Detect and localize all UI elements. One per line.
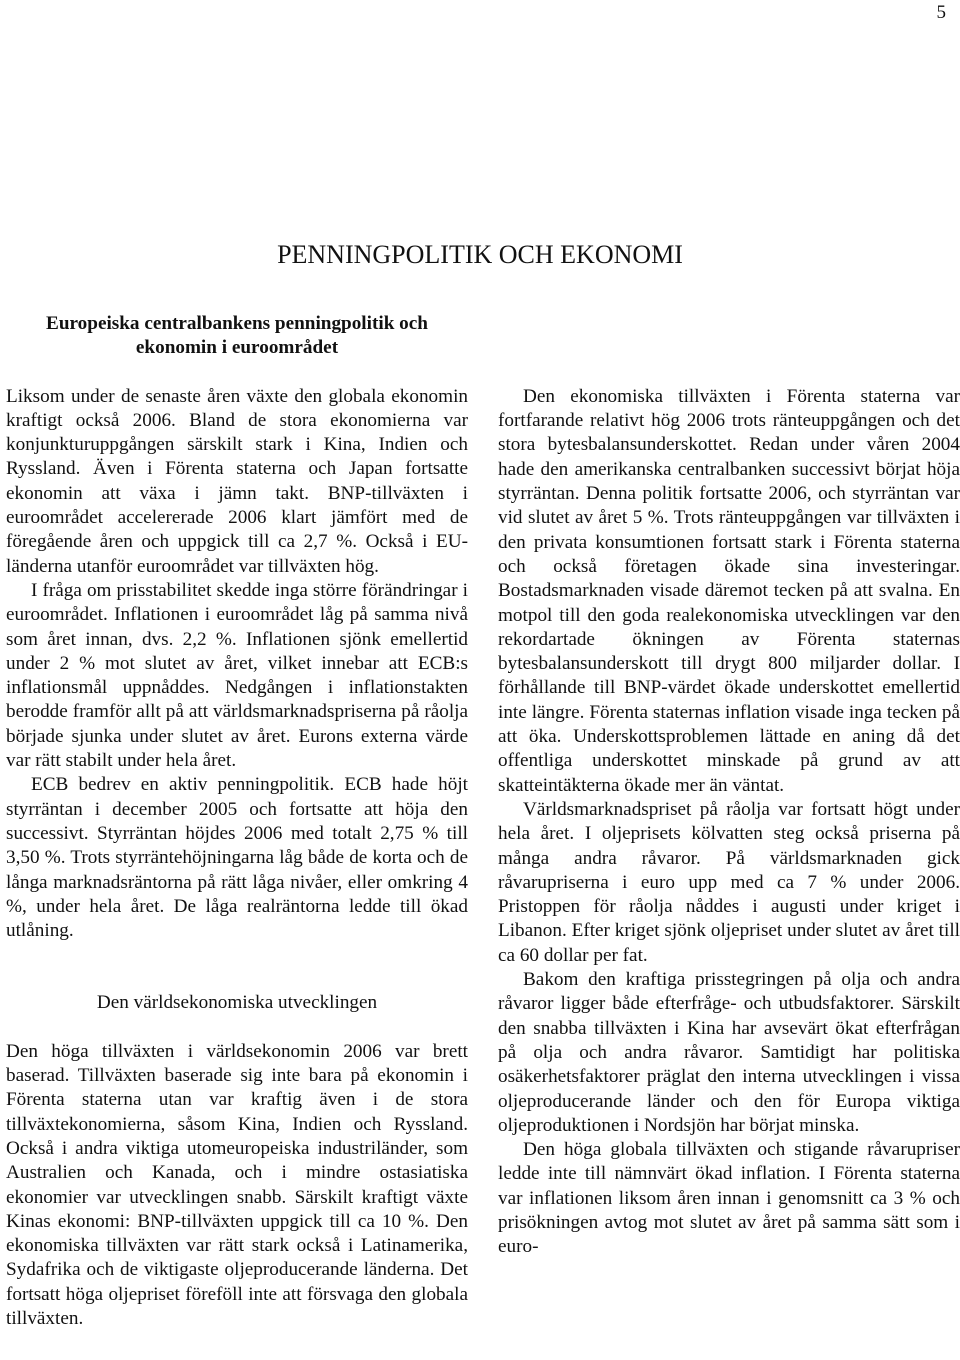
left-column <box>6 312 468 1331</box>
body-paragraph: Den höga globala tillväxten och stigande råvarupriser ledde inte till nämnvärt ökad inflation. I Förenta staterna var inflationen liksom åren innan i genomsnitt ca 3 % och prisökningen avtog mot slutet av året på samma sätt som i euro- <box>498 1139 960 1258</box>
right-column <box>498 312 960 1260</box>
body-paragraph: I fråga om prisstabilitet skedde inga större förändringar i euroområdet. Inflationen i euroområdet låg på samma nivå som året innan, dvs. 2,2 %. Inflationen sjönk emellertid under 2 % mot slutet av året, vilket innebar att ECB:s inflationsmål uppnåddes. Nedgången i inflationstakten berodde framför allt på att världsmarknadspriserna på råolja började sjunka under slutet av året. Eurons externa värde var rätt stabilt under hela året. <box>6 579 468 772</box>
section-heading-ecb: Europeiska centralbankens penningpolitik och ekonomin i euroområdet <box>46 313 428 359</box>
body-paragraph: Bakom den kraftiga prisstegringen på olja och andra råvaror ligger både efterfråge- och utbudsfaktorer. Särskilt den snabba tillväxten i Kina har avsevärt ökat efterfrågan på olja och andra råvaror. Samtidigt har politiska osäkerhetsfaktorer präglat den interna utvecklingen i vissa oljeproducerande länder och den för Europa viktiga oljeproduktionen i Nordsjön har börjat minska. <box>498 969 960 1136</box>
body-paragraph: Liksom under de senaste åren växte den globala ekonomin kraftigt också 2006. Bland de stora ekonomierna var konjunkturuppgången särskilt stark i Kina, Indien och Ryssland. Även i Förenta staterna och Japan fortsatte ekonomin att växa i jämn takt. BNP-tillväxten i euroområdet accelererade 2006 klart jämfört med de föregående åren och uppgick till ca 2,7 %. Också i EU-länderna utanför euroområdet var tillväxten hög. <box>6 385 468 577</box>
body-paragraph: Den höga tillväxten i världsekonomin 2006 var brett baserad. Tillväxten baserade sig inte bara på ekonomin i Förenta staterna utan var kraftig även i de stora tillväxtekonomierna, såsom Kina, Indien och Ryssland. Också i andra viktiga utomeuropeiska industriländer, som Australien och Kanada, och i mindre ostasiatiska ekonomier var utvecklingen snabb. Särskilt kraftigt växte Kinas ekonomi: BNP-tillväxten uppgick till ca 10 %. Den ekonomiska tillväxten var rätt stark också i Latinamerika, Sydafrika och de viktigaste oljeproducerande länderna. Det fortsatt höga oljepriset föreföll inte att försvaga den globala tillväxten. <box>6 1040 468 1329</box>
page-number: 5 <box>936 2 946 23</box>
body-paragraph: ECB bedrev en aktiv penningpolitik. ECB hade höjt styrräntan i december 2005 och fortsatte att höja den successivt. Styrräntan höjdes 2006 med totalt 2,75 % till 3,50 %. Trots styrräntehöjningarna låg både de korta och de långa marknadsräntorna på rätt låga nivåer, eller omkring 4 %, under hela året. De låga realräntorna ledde till ökad utlåning. <box>6 774 468 942</box>
body-paragraph: Den ekonomiska tillväxten i Förenta staterna var fortfarande relativt hög 2006 trots ränteuppgången och det stora bytesbalansunderskottet. Redan under våren 2004 hade den amerikanska centralbanken successivt börjat höja styrräntan. Denna politik fortsatte 2006, och styrräntan var vid slutet av året 5 %. Trots ränteuppgången var tillväxten i den privata konsumtionen fortsatt stark i Förenta staterna och också företagen ökade sina investeringar. Bostadsmarknaden visade däremot tecken på att svalna. En motpol till den goda realekonomiska utvecklingen var den rekordartade ökningen av Förenta staternas bytesbalansunderskott till drygt 800 miljarder dollar. I förhållande till BNP-värdet ökade underskottet emellertid inte längre. Förenta staternas inflation visade inga tecken på att öka. Underskottsproblemen lättade en aning då det offentliga underskottet minskade på grund av att skatteintäkterna ökade mer än väntat. <box>498 385 960 796</box>
section-heading-world-economy: Den världsekonomiska utvecklingen <box>96 992 378 1014</box>
body-paragraph: Världsmarknadspriset på råolja var fortsatt högt under hela året. I oljeprisets kölvatten steg också priserna på många andra råvaror. På världsmarknaden gick råvarupriserna i euro upp med ca 7 % under 2006. Pristoppen för råolja nåddes i augusti under kriget i Libanon. Efter kriget sjönk oljepriset under slutet av året till ca 60 dollar per fat. <box>498 798 960 966</box>
page-title: PENNINGPOLITIK OCH EKONOMI <box>277 240 683 269</box>
